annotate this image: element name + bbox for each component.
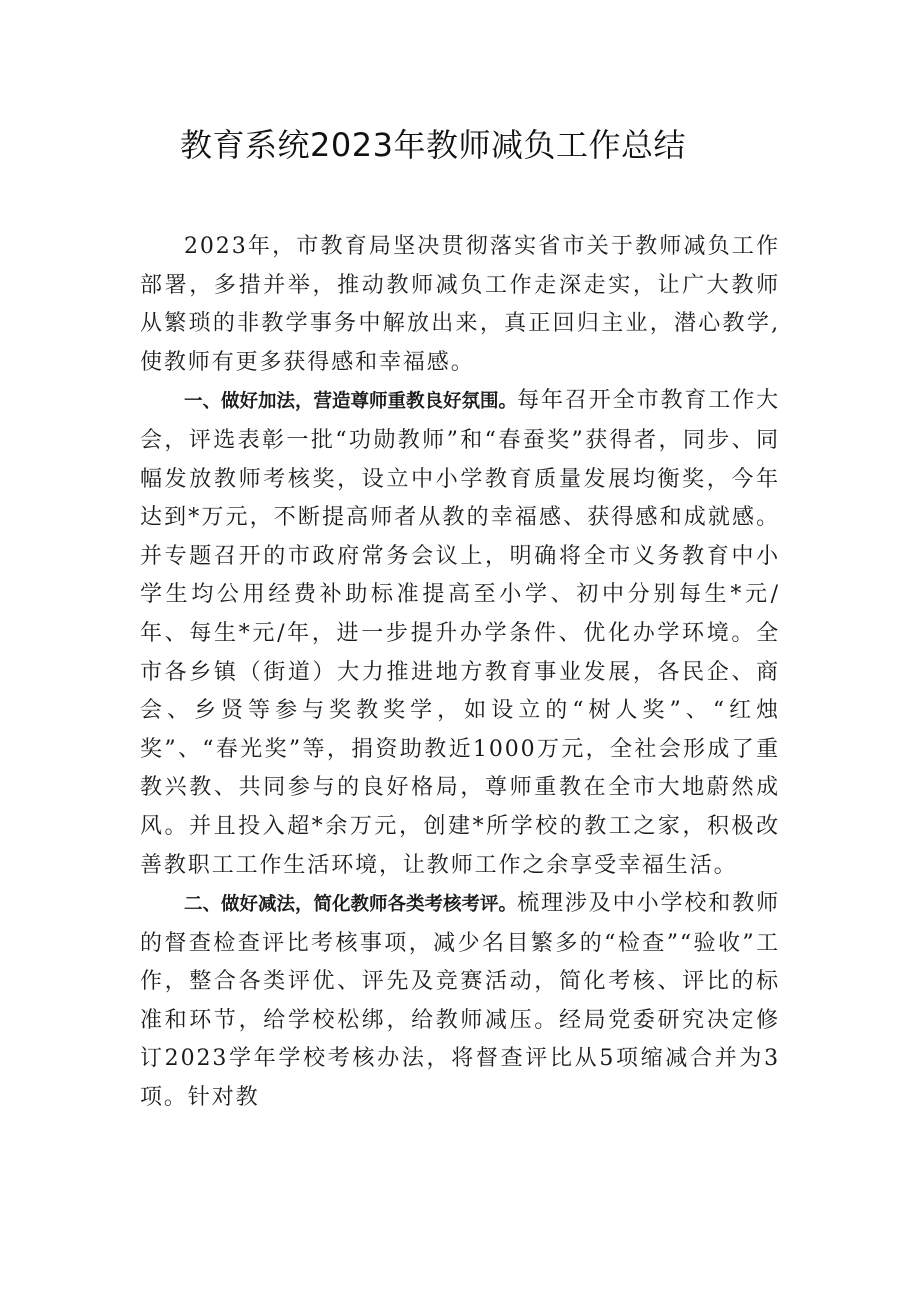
section-2-heading: 二、做好减法，简化教师各类考核考评。 bbox=[184, 894, 518, 916]
paragraph-intro bbox=[140, 228, 780, 382]
document-title: 教育系统2023年教师减负工作总结 bbox=[180, 126, 686, 164]
section-1-text: 每年召开全市教育工作大会，评选表彰一批“功勋教师”和“春蚕奖”获得者，同步、同幅发放教师考核奖，设立中小学教育质量发展均衡奖，今年达到*万元，不断提高师者从教的幸福感、获得感和成就感。并专题召开的市政府常务会议上，明确将全市义务教育中小学生均公用经费补助标准提高至小学、初中分别每生*元/年、每生*元/年，进一步提升办学条件、优化办学环境。全市各乡镇（街道）大力推进地方教育事业发展，各民企、商会、乡贤等参与奖教奖学，如设立的“树人奖”、“红烛奖”、“春光奖”等，捐资助教近1000万元，全社会形成了重教兴教、共同参与的良好格局，尊师重教在全市大地蔚然成风。并且投入超*余万元，创建*所学校的教工之家，积极改善教职工工作生活环境，让教师工作之余享受幸福生活。 bbox=[140, 388, 780, 878]
paragraph-section-2 bbox=[140, 885, 780, 1118]
paragraph-intro-text: 2023年，市教育局坚决贯彻落实省市关于教师减负工作部署，多措并举，推动教师减负工作走深走实，让广大教师从繁琐的非教学事务中解放出来，真正回归主业，潜心教学,使教师有更多获得感和幸福感。 bbox=[140, 234, 780, 375]
document-body bbox=[140, 228, 780, 1118]
section-2-text: 梳理涉及中小学校和教师的督查检查评比考核事项，减少名目繁多的“检查”“验收”工作，整合各类评优、评先及竞赛活动，简化考核、评比的标准和环节，给学校松绑，给教师减压。经局党委研究决定修订2023学年学校考核办法，将督查评比从5项缩减合并为3项。针对教 bbox=[140, 891, 780, 1111]
section-1-heading: 一、做好加法，营造尊师重教良好氛围。 bbox=[184, 391, 518, 413]
paragraph-section-1 bbox=[140, 382, 780, 885]
